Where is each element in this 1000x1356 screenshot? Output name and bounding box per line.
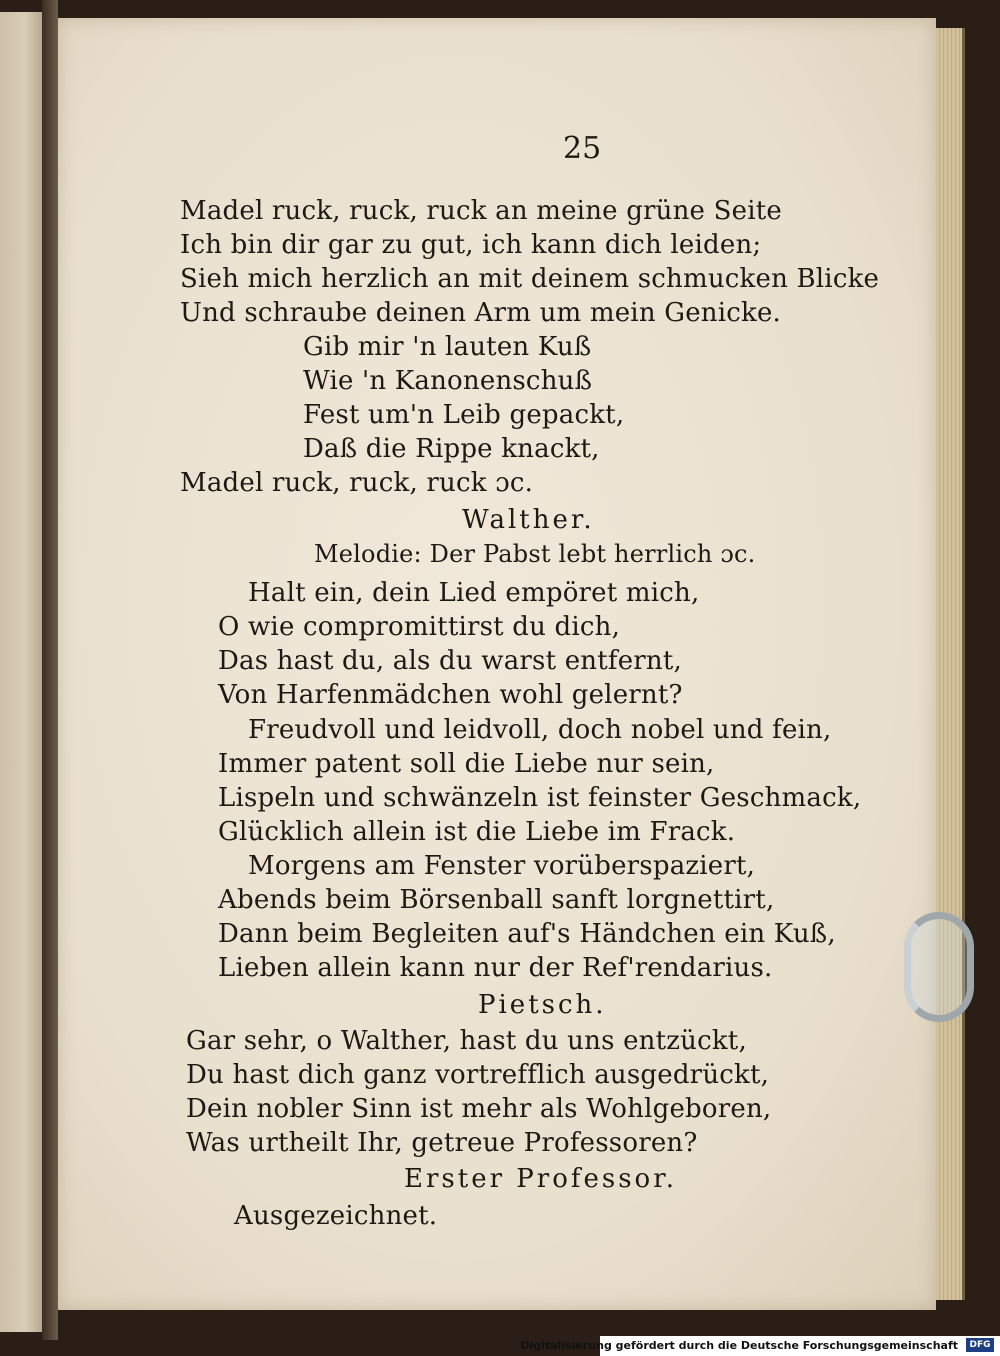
text-line: Gar sehr, o Walther, hast du uns entzückt, xyxy=(186,1026,747,1056)
book-gutter xyxy=(42,0,58,1340)
text-line: Gib mir 'n lauten Kuß xyxy=(303,332,592,362)
text-line: Das hast du, als du warst entfernt, xyxy=(218,646,682,676)
page-text xyxy=(58,18,936,1310)
dfg-logo-icon: DFG xyxy=(966,1338,994,1352)
text-line: Immer patent soll die Liebe nur sein, xyxy=(218,749,715,779)
text-line: Dann beim Begleiten auf's Händchen ein Kuß, xyxy=(218,919,836,949)
text-line: Freudvoll und leidvoll, doch nobel und fein, xyxy=(248,715,832,745)
text-line: Halt ein, dein Lied empöret mich, xyxy=(248,578,700,608)
speaker-heading-erster-professor: Erster Professor. xyxy=(404,1164,678,1194)
text-line: Dein nobler Sinn ist mehr als Wohlgeboren, xyxy=(186,1094,772,1124)
speaker-heading-pietsch: Pietsch. xyxy=(478,990,607,1020)
melody-note: Melodie: Der Pabst lebt herrlich ɔc. xyxy=(314,540,756,568)
text-line: O wie compromittirst du dich, xyxy=(218,612,621,642)
text-line: Lispeln und schwänzeln ist feinster Geschmack, xyxy=(218,783,862,813)
text-line: Was urtheilt Ihr, getreue Professoren? xyxy=(186,1128,698,1158)
text-line: Du hast dich ganz vortrefflich ausgedrückt, xyxy=(186,1060,770,1090)
speaker-heading-walther: Walther. xyxy=(462,505,595,535)
digitization-credit: Digitalisierung gefördert durch die Deutsche Forschungsgemeinschaft xyxy=(520,1339,958,1352)
text-line: Fest um'n Leib gepackt, xyxy=(303,400,625,430)
text-line: Lieben allein kann nur der Ref'rendarius. xyxy=(218,953,773,983)
text-line: Madel ruck, ruck, ruck ɔc. xyxy=(180,468,534,498)
text-line: Morgens am Fenster vorüberspaziert, xyxy=(248,851,756,881)
text-line: Und schraube deinen Arm um mein Genicke. xyxy=(180,298,782,328)
page-number: 25 xyxy=(563,131,602,166)
text-line: Daß die Rippe knackt, xyxy=(303,434,600,464)
text-line: Glücklich allein ist die Liebe im Frack. xyxy=(218,817,736,847)
text-line: Ausgezeichnet. xyxy=(234,1201,438,1231)
text-line: Madel ruck, ruck, ruck an meine grüne Seite xyxy=(180,196,782,226)
previous-page-edge xyxy=(0,12,44,1332)
text-line: Von Harfenmädchen wohl gelernt? xyxy=(218,680,683,710)
text-line: Abends beim Börsenball sanft lorgnettirt, xyxy=(218,885,775,915)
text-line: Ich bin dir gar zu gut, ich kann dich leiden; xyxy=(180,230,762,260)
text-line: Sieh mich herzlich an mit deinem schmucken Blicke xyxy=(180,264,880,294)
page-stack-edges xyxy=(936,28,965,1300)
paper-clip xyxy=(904,912,974,1022)
book-page xyxy=(58,18,936,1310)
text-line: Wie 'n Kanonenschuß xyxy=(303,366,593,396)
